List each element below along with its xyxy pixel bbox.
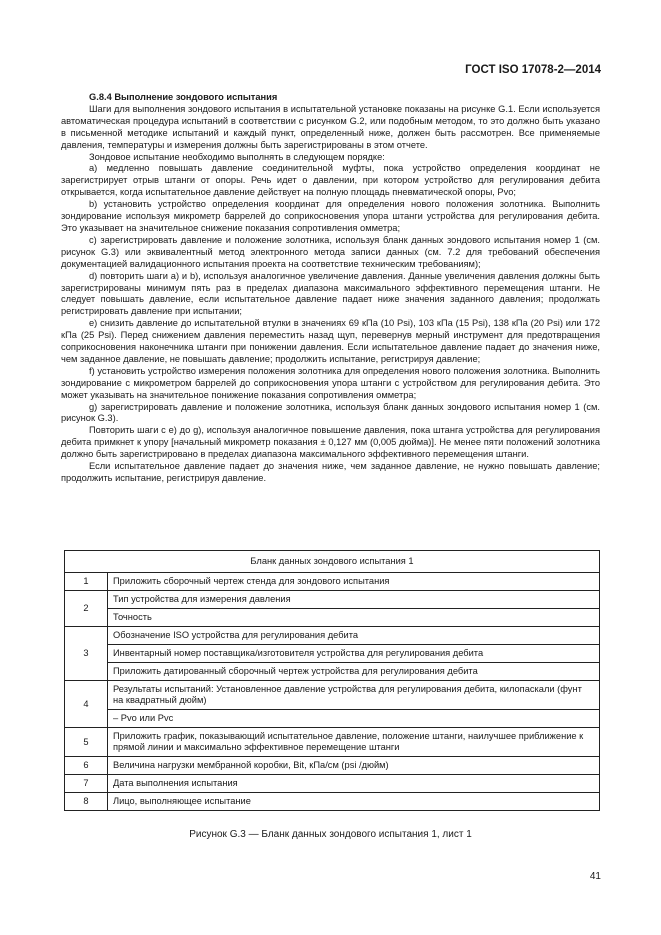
row-item: Приложить график, показывающий испытательное давление, положение штанги, наилучшее приближение к прямой линии и максимально эффективное перемещение штанги bbox=[108, 728, 600, 757]
table-row bbox=[65, 609, 600, 627]
table-row bbox=[65, 663, 600, 681]
row-item: Величина нагрузки мембранной коробки, Bit, кПа/см (psi /дюйм) bbox=[108, 757, 600, 775]
row-number: 6 bbox=[65, 757, 108, 775]
paragraph: a) медленно повышать давление соединительной муфты, пока устройство определения координат не зарегистрирует отрыв штанги от опоры. Речь идет о давлении, при котором устройство для регулирования дебита открывается, когда испытательное давление действует на полную площадь пневматической опоры, Pvo; bbox=[61, 163, 600, 198]
row-item: Лицо, выполняющее испытание bbox=[108, 793, 600, 811]
row-item: Обозначение ISO устройства для регулирования дебита bbox=[108, 627, 600, 645]
row-number: 5 bbox=[65, 728, 108, 757]
table-header-row bbox=[65, 551, 600, 573]
row-item: Приложить сборочный чертеж стенда для зондового испытания bbox=[108, 573, 600, 591]
paragraph: Повторить шаги с e) до g), используя аналогичное повышение давления, пока штанга устройства для регулирования дебита примкнет к упору [начальный микрометр показания ± 0,127 мм (0,005 дюйма)]. Не менее пяти положений золотника должно быть зарегистрировано в пределах диапазона максимального эффективного перемещения штанги. bbox=[61, 425, 600, 460]
row-item: Инвентарный номер поставщика/изготовителя устройства для регулирования дебита bbox=[108, 645, 600, 663]
paragraph: Если испытательное давление падает до значения ниже, чем заданное давление, не нужно повышать давление; продолжить испытание, регистрируя давление. bbox=[61, 461, 600, 483]
paragraph: f) установить устройство измерения положения золотника для определения нового положения золотника. Выполнить зондирование с микрометром баррелей до соприкосновения упора штанги с устройством для регулирования дебита. Это может указывать на значительное понижение показания сопротивления омметра; bbox=[61, 365, 600, 400]
form-title: Бланк данных зондового испытания 1 bbox=[65, 551, 600, 573]
page-number: 41 bbox=[589, 871, 601, 882]
row-number: 3 bbox=[65, 627, 108, 681]
document-header: ГОСТ ISO 17078-2—2014 bbox=[465, 64, 601, 76]
row-item: Результаты испытаний: Установленное давление устройства для регулирования дебита, килопаскали (фунт на квадратный дюйм) bbox=[108, 681, 600, 710]
table-row bbox=[65, 757, 600, 775]
paragraph: c) зарегистрировать давление и положение золотника, используя бланк данных зондового испытания номер 1 (см. рисунок G.3) или эквивалентный метод электронного метода записи данных (см. 7.2 для требований обеспечения документацией валидационного испытания проекта на соответствие техническим требованиям); bbox=[61, 234, 600, 269]
table-row bbox=[65, 591, 600, 609]
row-item: Дата выполнения испытания bbox=[108, 775, 600, 793]
table-row bbox=[65, 627, 600, 645]
paragraph: b) установить устройство определения координат для определения нового положения золотника. Выполнить зондирование используя микрометр баррелей до соприкосновения упора штанги устройства для регулирования дебита. Это указывает на значительное снижение показания сопротивления омметра; bbox=[61, 199, 600, 233]
row-item: Точность bbox=[108, 609, 600, 627]
body-text bbox=[61, 92, 600, 485]
table-row bbox=[65, 728, 600, 757]
paragraph: e) снизить давление до испытательной втулки в значениях 69 кПа (10 Psi), 103 кПа (15 Psi), 138 кПа (20 Psi) или 172 кПа (25 Psi). Перед снижением давления переместить назад щуп, перевернув мерный инструмент для предотвращения соприкосновения наконечника штанги при понижении давления. Если испытательное давление падает до значения ниже, чем заданное давление, не повышать давление; продолжить испытание, регистрируя давление; bbox=[61, 318, 600, 364]
row-number: 8 bbox=[65, 793, 108, 811]
section-title: G.8.4 Выполнение зондового испытания bbox=[89, 92, 278, 102]
paragraph: g) зарегистрировать давление и положение золотника, используя бланк данных зондового испытания номер 1 (см. рисунок G.3). bbox=[61, 401, 600, 424]
paragraph: d) повторить шаги a) и b), используя аналогичное увеличение давления. Данные увеличения давления должны быть зарегистрированы минимум пять раз в пределах диапазона максимального эффективного перемещения штанги. Не следует повышать давление, если испытательное давление падает ниже значения заданного давления; продолжать регистрировать давление при испытании; bbox=[61, 270, 600, 317]
row-number: 4 bbox=[65, 681, 108, 728]
row-number: 7 bbox=[65, 775, 108, 793]
figure-caption: Рисунок G.3 — Бланк данных зондового испытания 1, лист 1 bbox=[189, 829, 472, 840]
table-row bbox=[65, 793, 600, 811]
table-row bbox=[65, 681, 600, 710]
row-item: – Pvo или Pvc bbox=[108, 710, 600, 728]
table-row bbox=[65, 710, 600, 728]
row-item: Приложить датированный сборочный чертеж устройства для регулирования дебита bbox=[108, 663, 600, 681]
row-item: Тип устройства для измерения давления bbox=[108, 591, 600, 609]
table-row bbox=[65, 573, 600, 591]
paragraph: Зондовое испытание необходимо выполнять в следующем порядке: bbox=[89, 151, 385, 162]
table-row bbox=[65, 775, 600, 793]
table-row bbox=[65, 645, 600, 663]
paragraph: Шаги для выполнения зондового испытания в испытательной установке показаны на рисунке G.1. Если используется автоматическая процедура испытаний в соответствии с рисунком G.2, или подобным методом, то это должно быть указано в письменной методике испытаний и каждый пункт, определенный ниже, должен быть рассмотрен. Все применяемые давления, температуры и измерения должны быть зарегистрированы в этом отчете. bbox=[61, 103, 600, 150]
row-number: 2 bbox=[65, 591, 108, 627]
data-form-table bbox=[64, 550, 600, 811]
row-number: 1 bbox=[65, 573, 108, 591]
